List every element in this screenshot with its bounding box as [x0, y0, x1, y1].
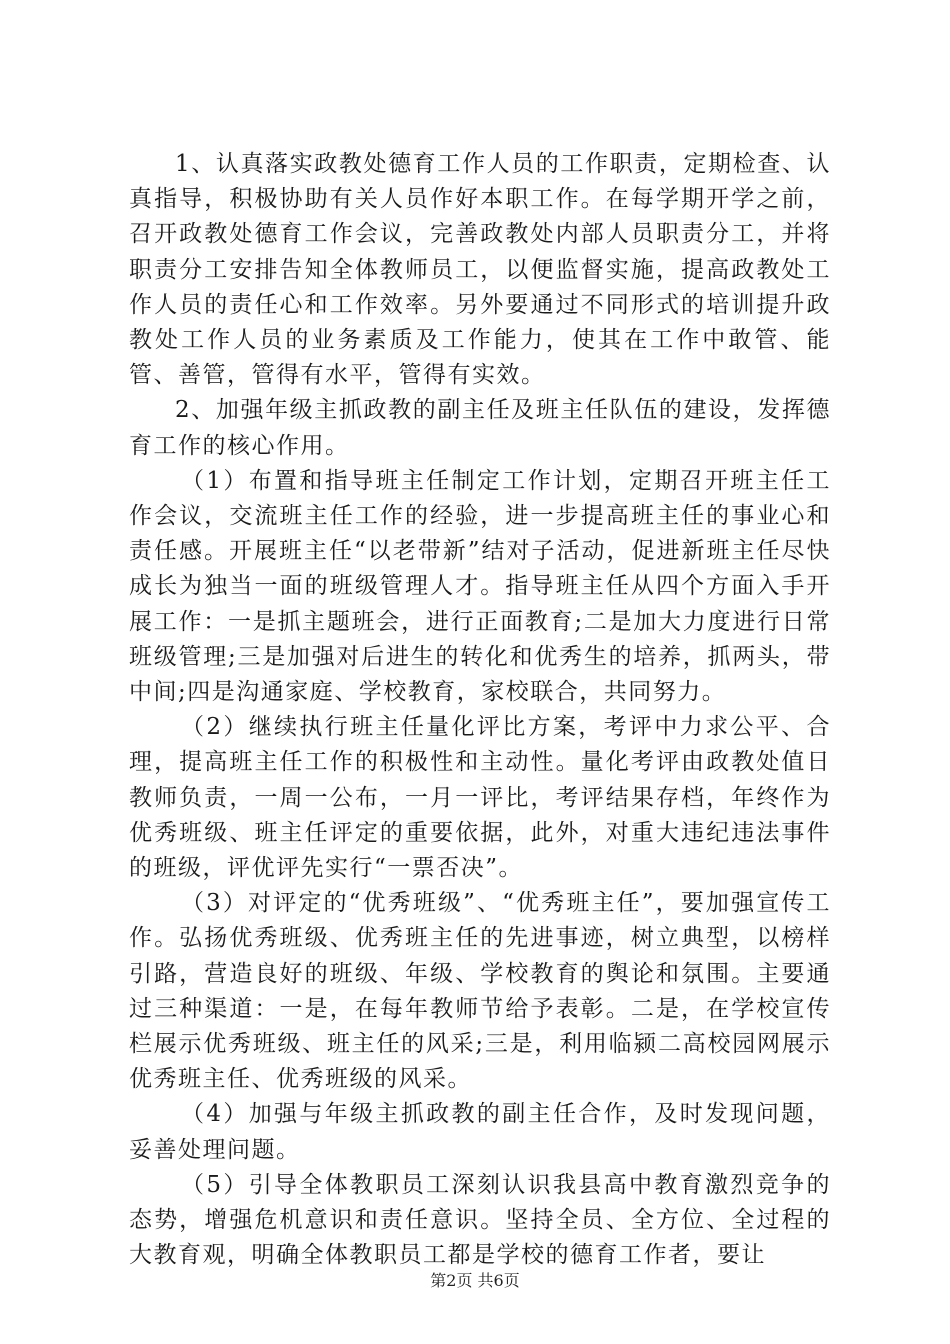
- paragraph-4: （2）继续执行班主任量化评比方案，考评中力求公平、合理，提高班主任工作的积极性和主动性。量化考评由政教处值日教师负责，一周一公布，一月一评比，考评结果存档，年终作为优秀班级、班主任评定的重要依据，此外，对重大违纪违法事件的班级，评优评先实行“一票否决”。: [129, 714, 831, 882]
- paragraph-2: 2、加强年级主抓政教的副主任及班主任队伍的建设，发挥德育工作的核心作用。: [129, 397, 831, 459]
- paragraph-6: （4）加强与年级主抓政教的副主任合作，及时发现问题，妥善处理问题。: [129, 1101, 831, 1163]
- paragraph-7: （5）引导全体教职员工深刻认识我县高中教育激烈竞争的态势，增强危机意识和责任意识。坚持全员、全方位、全过程的大教育观，明确全体教职员工都是学校的德育工作者，要让: [129, 1171, 831, 1269]
- paragraph-1: 1、认真落实政教处德育工作人员的工作职责，定期检查、认真指导，积极协助有关人员作好本职工作。在每学期开学之前，召开政教处德育工作会议，完善政教处内部人员职责分工，并将职责分工安排告知全体教师员工，以便监督实施，提高政教处工作人员的责任心和工作效率。另外要通过不同形式的培训提升政教处工作人员的业务素质及工作能力，使其在工作中敢管、能管、善管，管得有水平，管得有实效。: [129, 151, 831, 389]
- document-body: [129, 147, 831, 1274]
- paragraph-5: （3）对评定的“优秀班级”、“优秀班主任”，要加强宣传工作。弘扬优秀班级、优秀班主任的先进事迹，树立典型，以榜样引路，营造良好的班级、年级、学校教育的舆论和氛围。主要通过三种渠道：一是，在每年教师节给予表彰。二是，在学校宣传栏展示优秀班级、班主任的风采;三是，利用临颍二高校园网展示优秀班主任、优秀班级的风采。: [129, 890, 831, 1093]
- page-footer: 第2页 共6页: [430, 1271, 520, 1290]
- paragraph-3: （1）布置和指导班主任制定工作计划，定期召开班主任工作会议，交流班主任工作的经验，进一步提高班主任的事业心和责任感。开展班主任“以老带新”结对子活动，促进新班主任尽快成长为独当一面的班级管理人才。指导班主任从四个方面入手开展工作：一是抓主题班会，进行正面教育;二是加大力度进行日常班级管理;三是加强对后进生的转化和优秀生的培养，抓两头，带中间;四是沟通家庭、学校教育，家校联合，共同努力。: [129, 467, 831, 706]
